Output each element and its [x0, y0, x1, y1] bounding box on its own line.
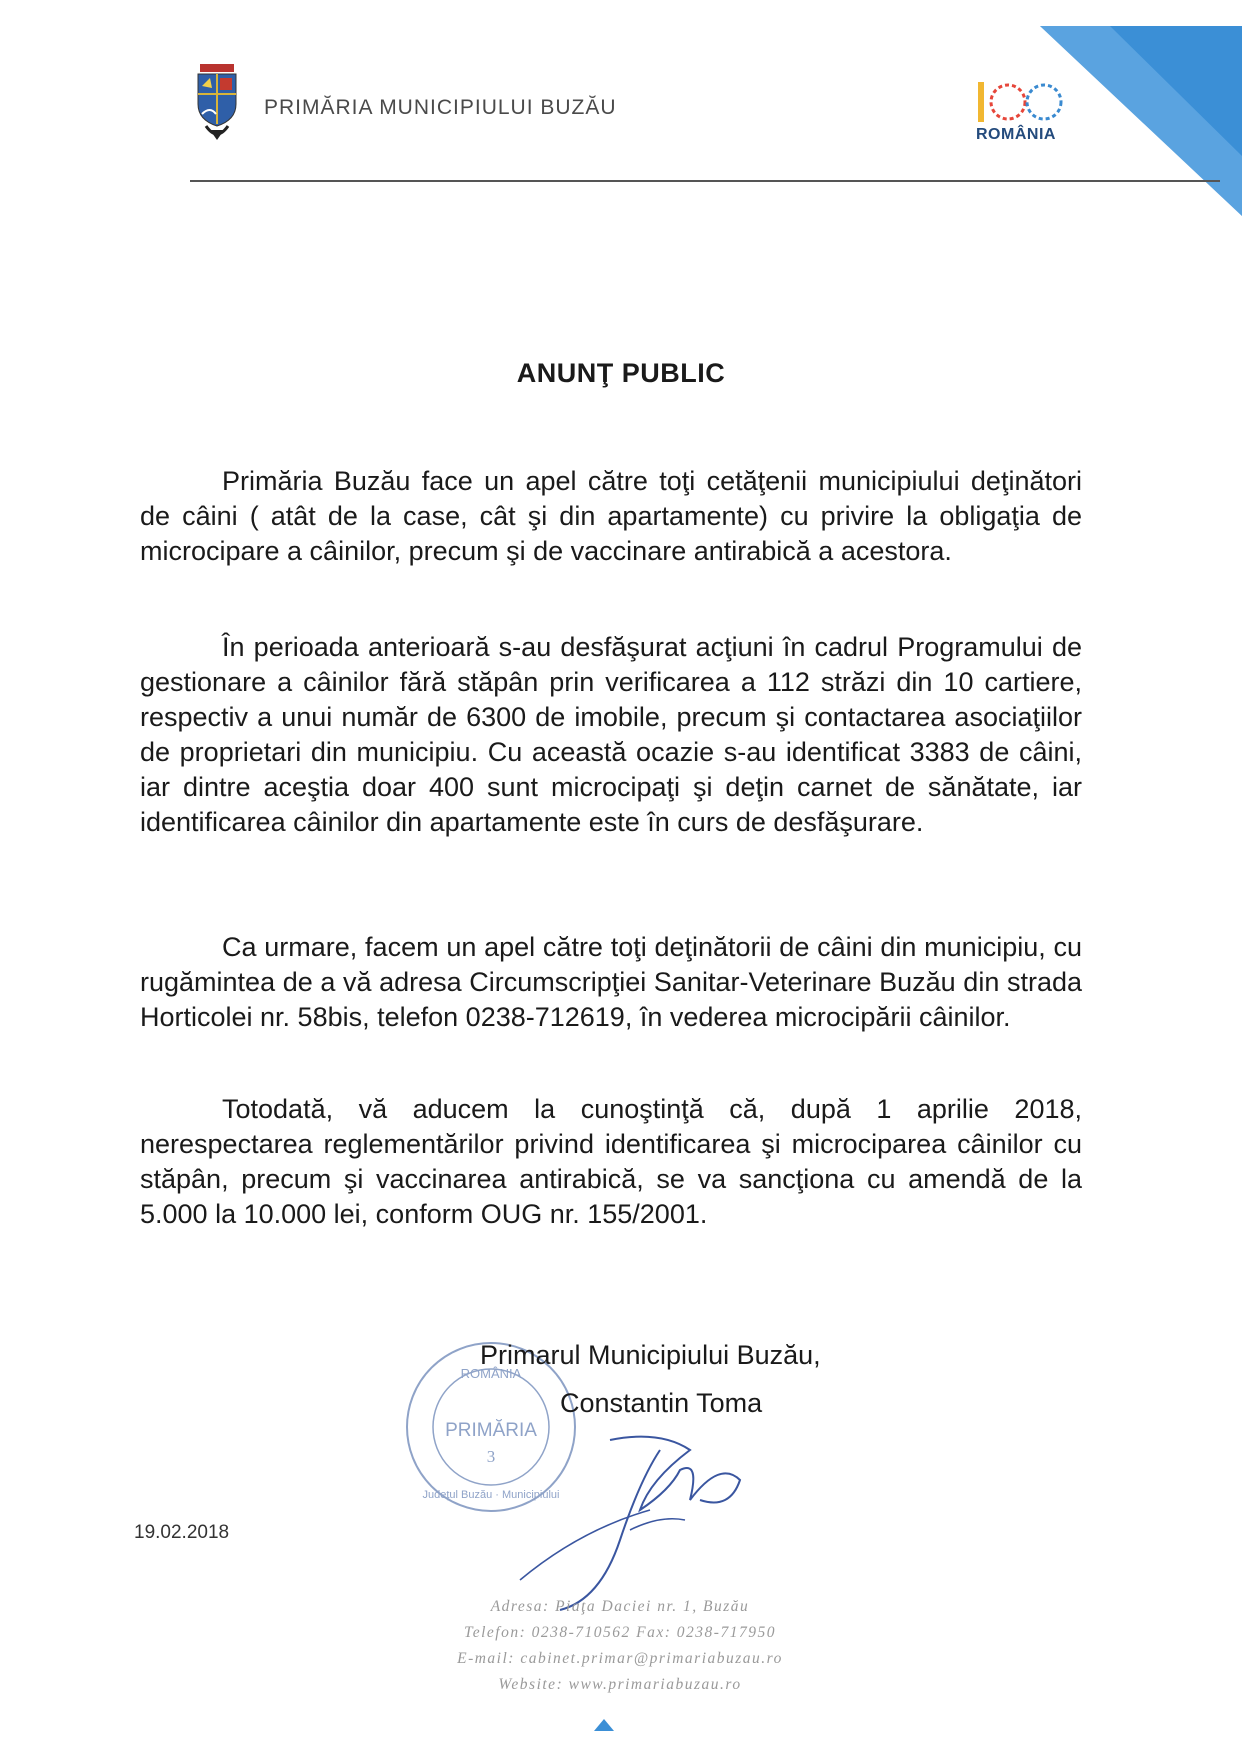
stamp-ring-text: Judeţul Buzău · Municipiului [422, 1489, 560, 1501]
footer-address: Adresa: Piaţa Daciei nr. 1, Buzău [490, 1598, 750, 1615]
stamp-top-text: ROMÂNIA [460, 1366, 522, 1381]
signer-name: Constantin Toma [560, 1388, 763, 1418]
footer-email: E-mail: cabinet.primar@primariabuzau.ro [457, 1650, 783, 1667]
paragraph-2-text: În perioada anterioară s-au desfăşurat acţiuni în cadrul Programului de gestionare a câinilor fără stăpân prin verificarea a 112 străzi din 10 cartiere, respectiv a unui număr de 6300 de imobile, precum şi contactarea asociaţiilor de proprietari din municipiu. Cu această ocazie s-au identificat 3383 de câini, iar dintre aceştia doar 400 sunt microcipaţi şi deţin carnet de sănătate, iar identificarea câinilor din apartamente este în curs de desfăşurare. [140, 632, 1082, 837]
footer-phone: Telefon: 0238-710562 Fax: 0238-717950 [464, 1624, 776, 1641]
document-title: ANUNŢ PUBLIC [516, 358, 726, 388]
footer-triangle-icon [594, 1718, 614, 1730]
paragraph-4-text: Totodată, vă aducem la cunoştinţă că, după 1 aprilie 2018, nerespectarea reglementărilor privind identificarea şi microciparea câinilor cu stăpân, precum şi vaccinarea antirabică, se va sancţiona cu amendă de la 5.000 la 10.000 lei, conform OUG nr. 155/2001. [140, 1094, 1082, 1229]
footer-website: Website: www.primariabuzau.ro [498, 1676, 742, 1693]
organization-name: PRIMĂRIA MUNICIPIULUI BUZĂU [264, 96, 617, 119]
paragraph-3 [140, 930, 1082, 1035]
coat-of-arms-logo [192, 64, 242, 144]
handwritten-signature [500, 1420, 760, 1620]
paragraph-3-text: Ca urmare, facem un apel către toţi deţinătorii de câini din municipiu, cu rugămintea de a vă adresa Circumscripţiei Sanitar-Veterinare Buzău din strada Horticolei nr. 58bis, telefon 0238-712619, în vederea microcipării câinilor. [140, 932, 1082, 1032]
paragraph-4 [140, 1092, 1082, 1232]
stamp-center-text: PRIMĂRIA [445, 1420, 537, 1441]
signer-title: Primarul Municipiului Buzău, [480, 1340, 821, 1370]
paragraph-2 [140, 630, 1082, 840]
corner-decoration [1040, 26, 1242, 216]
paragraph-1 [140, 464, 1082, 569]
paragraph-1-text: Primăria Buzău face un apel către toţi cetăţenii municipiului deţinători de câini ( atât de la case, cât şi din apartamente) cu privire la obligaţia de microcipare a câinilor, precum şi de vaccinare antirabică a acestora. [140, 466, 1082, 566]
centenary-logo-label: ROMÂNIA [976, 126, 1056, 143]
header-divider [190, 180, 1220, 182]
document-date: 19.02.2018 [134, 1522, 230, 1543]
stamp-number: 3 [486, 1447, 496, 1466]
